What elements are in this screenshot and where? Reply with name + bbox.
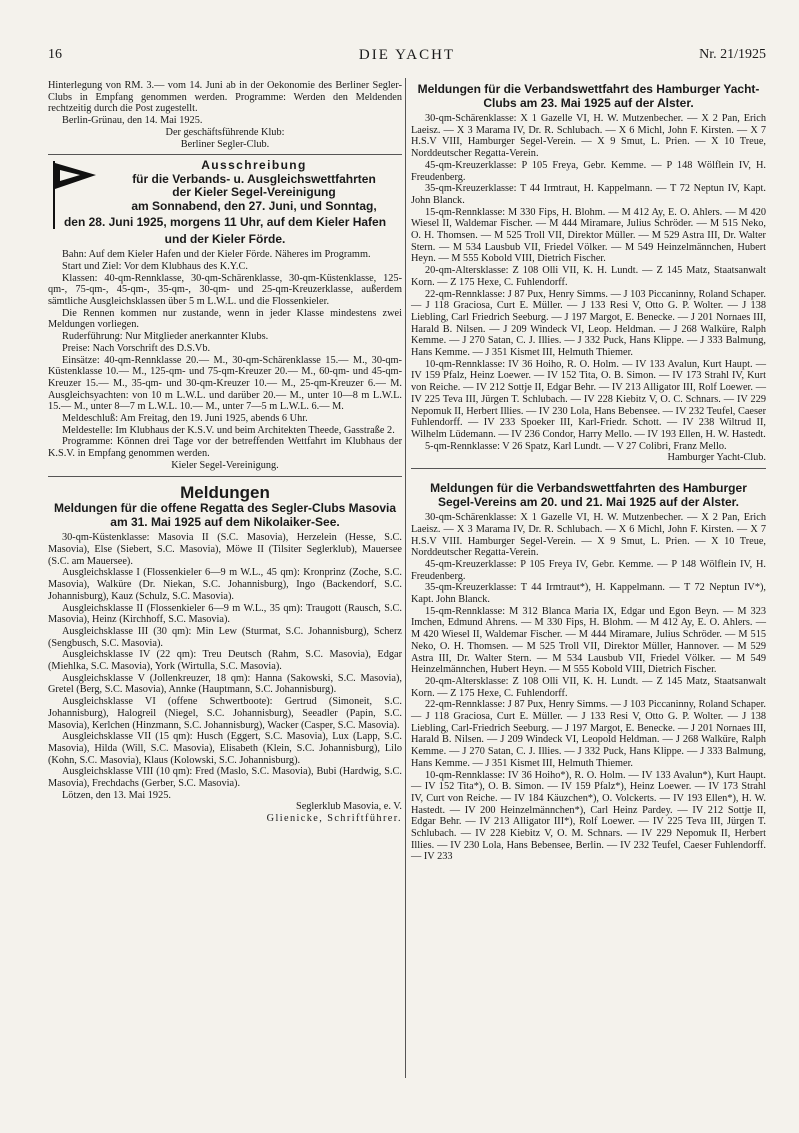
hsv-entry-45-kreuzer: 45-qm-Kreuzerklasse: P 105 Freya IV, Gebr. Kemme. — P 148 Wölflein IV, H. Freudenberg.: [411, 558, 766, 582]
ausschreibung-programme: Programme: Können drei Tage vor der betreffenden Wettfahrt im Klubhaus der K.S.V. in Empfang genommen werden.: [48, 436, 402, 460]
divider: [48, 476, 402, 477]
hsv-entry-35-kreuzer: 35-qm-Kreuzerklasse: T 44 Irmtraut*), H. Kappelmann. — T 72 Neptun IV*), Kapt. John Blanck.: [411, 582, 766, 606]
meldungen-signature: Glienicke, Schriftführer.: [266, 813, 402, 825]
notice-signature-2: Berliner Segler-Club.: [180, 138, 270, 150]
ausschreibung-klassen: Klassen: 40-qm-Rennklasse, 30-qm-Schärenklasse, 30-qm-Küstenklasse, 125-qm-, 75-qm-, 45-qm-, 35-qm-, 30-qm- und 25-qm-Kreuzerklasse, außerdem sämtliche Ausgleichsklassen über 5 m L.W.L. und die Flossenkieler.: [48, 272, 402, 308]
entry-ausgleich-3: Ausgleichsklasse III (30 qm): Min Lew (Sturmat, S.C. Johannisburg), Scherz (Sengbusch, S.C. Masovia).: [48, 625, 402, 649]
notice-text: Hinterlegung von RM. 3.— vom 14. Juni ab in der Oekonomie des Berliner Segler-Clubs in Empfang genommen werden. Programme: Werden den Meldenden rechtzeitig durch die Post zugestellt.: [48, 80, 402, 115]
ausschreibung-einsaetze: Einsätze: 40-qm-Rennklasse 20.— M., 30-qm-Schärenklasse 15.— M., 30-qm-Küstenklasse 10.— M., 125-qm- und 75-qm-Kreuzer 20.— M., 60-qm- und 45-qm-Kreuzer 15.— M., 35-qm- und 30-qm-Kreuzer 10.— M., 25-qm-Kreuzer 6.— M. Ausgleichsyachten: von 10 m L.W.L. und darüber 20.— M., unter 10—8 m L.W.L. 15.— M., unter 8—7 m L.W.L. 10.— M., unter 7—5 m L.W.L. 6.— M.: [48, 354, 402, 413]
entry-ausgleich-8: Ausgleichsklasse VIII (10 qm): Fred (Maslo, S.C. Masovia), Bubi (Hardwig, S.C. Masovia), Frechdachs (Gerber, S.C. Masovia).: [48, 766, 402, 790]
ausschreibung-signature: Kieler Segel-Vereinigung.: [171, 459, 279, 471]
ausschreibung-rennen: Die Rennen kommen nur zustande, wenn in jeder Klasse mindestens zwei Meldungen vorliegen.: [48, 307, 402, 331]
page-header: [48, 47, 766, 67]
ausschreibung-bahn: Bahn: Auf dem Kieler Hafen und der Kieler Förde. Näheres im Programm.: [62, 249, 371, 261]
ausschreibung-heading: [48, 159, 402, 213]
meldungen-subtitle: Meldungen für die offene Regatta des Segler-Clubs Masovia am 31. Mai 1925 auf dem Nikolaiker-See.: [53, 501, 397, 529]
meldungen-masovia: [48, 482, 402, 825]
divider: [48, 154, 402, 155]
entry-ausgleich-1: Ausgleichsklasse I (Flossenkieler 6—9 m W.L., 45 qm): Kronprinz (Zoche, S.C. Masovia), Walküre (Dr. Niekan, S.C. Johannisburg), Ingo (Backendorf, S.C. Johannisburg), Kauz (Schulz, S.C. Masovia).: [48, 567, 402, 602]
meldungen-date: Lötzen, den 13. Mai 1925.: [62, 789, 171, 801]
hsv-entry-schaeren: 30-qm-Schärenklasse: X 1 Gazelle VI, H. W. Mutzenbecher. — X 2 Pan, Erich Laeisz. — X 3 Marama IV, Dr. R. Schlubach. — X 6 Michl, John F. Kirsten. — X 7 H.S.V VIII. Hamburger Segel-Verein. — X 9 Smut, L. Prien. — X 10 Treue, Norddeutscher Regatta-Verein.: [411, 512, 766, 559]
hsv-entry-20-alters: 20-qm-Altersklasse: Z 108 Olli VII, K. H. Lundt. — Z 145 Matz, Staatsanwalt Korn. — Z 175 Hexe, C. Fuhlendorff.: [411, 675, 766, 699]
ausschreibung-meldestelle: Meldestelle: Im Klubhaus der K.S.V. und beim Architekten Theede, Gasstraße 2.: [62, 424, 395, 436]
meldungen-title: Meldungen: [180, 482, 270, 502]
divider: [411, 468, 766, 469]
hsv-entry-15-renn: 15-qm-Rennklasse: M 312 Blanca Maria IX, Edgar und Egon Beyn. — M 323 Imchen, Edmund Ahrens. — M 330 Fips, H. Blohm. — M 412 Ay, E. O. Ahlers. — M 420 Wiesel II, Waldemar Fischer. — M 444 Miramare, Julius Schröder. — M 515 Neko, O. H. Thomsen. — M 525 Troll VII, Direktor Müller, Hannover. — M 529 Astra III, Dr. Walter Stern. — M 534 Lausbub VII, Friedel Völker. — M 549 Heinzelmännchen, Hubert Heyn. — M 555 Kobold VIII, Dietrich Fischer.: [411, 605, 766, 676]
hyc-entry-10-renn: 10-qm-Rennklasse: IV 36 Hoiho, R. O. Holm. — IV 133 Avalun, Kurt Haupt. — IV 159 Pfalz, Heinz Loewer. — IV 152 Tita, O. B. Simon. — IV 173 Strahl IV, Kurt von Reiche. — IV 212 Sottje II, Edgar Behr. — IV 213 Alligator III, Rolf Loewer. — IV 225 Teva III, Jürgen T. Schlubach. — IV 228 Kiebitz V, O. C. Schnars. — IV 229 Nepomuk II, Herbert Illies. — IV 230 Lola, Hans Bebensee. — IV 232 Teufel, Caeser Fuhlendorff. — IV 233 Spoeker III, Karl-Friedr. Schott. — IV 238 Wiltrud II, Wilhelm Lüdemann. — IV 236 Condor, Harry Mello. — IV 193 Ellen, H. W. Hastedt.: [411, 358, 766, 440]
page-number: 16: [48, 47, 62, 62]
hyc-entry-35-kreuzer: 35-qm-Kreuzerklasse: T 44 Irmtraut, H. Kappelmann. — T 72 Neptun IV, Kapt. John Blanck.: [411, 183, 766, 206]
entry-ausgleich-4: Ausgleichsklasse IV (22 qm): Treu Deutsch (Rahm, S.C. Masovia), Edgar (Miehlka, S.C. Masovia), York (Wirtulla, S.C. Masovia).: [48, 649, 402, 673]
hyc-entry-45-kreuzer: 45-qm-Kreuzerklasse: P 105 Freya, Gebr. Kemme. — P 148 Wölflein IV, H. Freudenberg.: [411, 159, 766, 183]
ausschreibung-h6: und der Kieler Förde.: [164, 231, 286, 246]
entry-ausgleich-6: Ausgleichsklasse VI (offene Schwertboote): Gertrud (Simoneit, S.C. Johannisburg), Halogreil (Niegel, S.C. Johannisburg), Seeadler (Papin, S.C. Masovia), Kerlchen (Hinzmann, S.C. Johannisburg), Wacker (Casper, S.C. Masovia).: [48, 696, 402, 731]
hsv-entry-22-renn: 22-qm-Rennklasse: J 87 Pux, Henry Simms. — J 103 Piccaninny, Roland Schaper. — J 118 Graciosa, Curt E. Müller. — J 133 Resi V, Otto G. P. Wolter. — J 138 Liebling, Carl-Friedrich Seeburg. — J 197 Margot, E. Benecke. — J 201 Nornaes III, Harald B. Nilsen. — J 209 Windeck VI, Leopold Heldman. — J 268 Walküre, Ralph Kemme. — J 270 Satan, C. J. Illies. — J 332 Puck, Hans Klippe. — J 333 Balmung, Hans Kemme. — J 351 Kismet III, Helmuth Thiemer.: [411, 699, 766, 769]
hsv-title: Meldungen für die Verbandswettfahrten des Hamburger Segel-Vereins am 20. und 21. Mai 1925 auf der Alster.: [430, 481, 747, 509]
notice-signature-1: Der geschäftsführende Klub:: [165, 126, 285, 138]
hyc-signature: Hamburger Yacht-Club.: [667, 452, 766, 464]
meldungen-club: Seglerklub Masovia, e. V.: [295, 801, 402, 813]
ausschreibung-h4: am Sonnabend, den 27. Juni, und Sonntag,: [131, 198, 377, 213]
right-column: [411, 80, 766, 863]
entry-ausgleich-2: Ausgleichsklasse II (Flossenkieler 6—9 m W.L., 35 qm): Traugott (Rausch, S.C. Masovia), Heinz (Kirchhoff, S.C. Masovia).: [48, 602, 402, 626]
ausschreibung-h3: der Kieler Segel-Vereinigung: [172, 185, 336, 200]
ausschreibung-h5: den 28. Juni 1925, morgens 11 Uhr, auf dem Kieler Hafen: [63, 215, 387, 230]
berlin-notice: [48, 80, 402, 150]
entry-kuestenklasse: 30-qm-Küstenklasse: Masovia II (S.C. Masovia), Herzelein (Hesse, S.C. Masovia), Else (Siebert, S.C. Masovia), Möwe II (Tilsiter Seglerklub), Mauersee (S.C. am Mauersee).: [48, 532, 402, 567]
ausschreibung-preise: Preise: Nach Vorschrift des D.S.Vb.: [62, 342, 211, 354]
magazine-title: DIE YACHT: [358, 47, 456, 63]
ausschreibung-meldeschluss: Meldeschluß: Am Freitag, den 19. Juni 1925, abends 6 Uhr.: [62, 413, 308, 425]
ausschreibung-start: Start und Ziel: Vor dem Klubhaus des K.Y.C.: [62, 260, 248, 272]
entry-ausgleich-7: Ausgleichsklasse VII (15 qm): Husch (Eggert, S.C. Masovia), Lux (Lapp, S.C. Masovia), Hilda (Will, S.C. Masovia), Elisabeth (Klein, S.C. Johannisburg), Lilo (Kohn, S.C. Masovia), Klaus (Kolowski, S.C. Johannisburg).: [48, 731, 402, 766]
hyc-entry-22-renn: 22-qm-Rennklasse: J 87 Pux, Henry Simms. — J 103 Piccaninny, Roland Schaper. — J 118 Graciosa, Curt E. Müller. — J 133 Resi V, Otto G. P. Wolter. — J 138 Liebling, Carl Friedrich Seeburg. — J 197 Margot, E. Benecke. — J 201 Nornaes III, Harald B. Nilsen. — J 209 Windeck VI, Leop. Heldman. — J 268 Walküre, Ralph Kemme. — J 270 Satan, C. J. Illies. — J 332 Puck, Hans Klippe. — J 333 Balmung, Hans Kemme. — J 351 Kismet III, Helmuth Thiemer.: [411, 288, 766, 359]
hyc-entry-15-renn: 15-qm-Rennklasse: M 330 Fips, H. Blohm. — M 412 Ay, E. O. Ahlers. — M 420 Wiesel II, Waldemar Fischer. — M 444 Miramare, Julius Schröder. — M 515 Neko, O. H. Thomsen. — M 525 Troll VII, Direktor Müller. — M 529 Astra III, Dr. Walter Stern. — M 534 Lausbub VII, Friedel Völker. — M 549 Heinzelmännchen, Hubert Heyn. — M 555 Kobold VIII, Dietrich Fischer.: [411, 206, 766, 265]
left-column: [48, 80, 402, 825]
issue-number: Nr. 21/1925: [699, 47, 766, 62]
entry-ausgleich-5: Ausgleichsklasse V (Jollenkreuzer, 18 qm): Hanna (Sakowski, S.C. Masovia), Gretel (Berg, S.C. Masovia), Annke (Hauptmann, S.C. Johannisburg).: [48, 672, 402, 696]
ausschreibung-h2: für die Verbands- u. Ausgleichswettfahrten: [132, 171, 376, 186]
hyc-entry-5-renn: 5-qm-Rennklasse: V 26 Spatz, Karl Lundt. — V 27 Colibri, Franz Mello.: [425, 440, 727, 452]
hyc-title: Meldungen für die Verbandswettfahrt des Hamburger Yacht-Clubs am 23. Mai 1925 auf der Alster.: [417, 82, 760, 110]
pennant-icon: [50, 159, 98, 231]
notice-date: Berlin-Grünau, den 14. Mai 1925.: [62, 115, 203, 127]
hsv-entry-10-renn: 10-qm-Rennklasse: IV 36 Hoiho*), R. O. Holm. — IV 133 Avalun*), Kurt Haupt. — IV 152 Tita*), O. B. Simon. — IV 159 Pfalz*), Heinz Loewer. — IV 173 Strahl IV, Curt von Reiche. — IV 184 Käuzchen*), O. Volckerts. — IV 193 Ellen*), H. W. Hastedt. — IV 200 Heinzelmännchen*), Carl Heinz Pardey. — IV 212 Sottje II, Edgar Behr. — IV 213 Alligator III*), Rolf Loewer. — IV 225 Teva III, Jürgen T. Schlubach. — IV 228 Kiebitz V, O. M. Schnars. — IV 229 Nepomuk II, Herbert Illies. — IV 230 Lola, Hans Bebensee, Berlin. — IV 232 Teufel, Caeser Fuhlendorff. — IV 233: [411, 769, 766, 863]
hyc-entry-20-alters: 20-qm-Altersklasse: Z 108 Olli VII, K. H. Lundt. — Z 145 Matz, Staatsanwalt Korn. — Z 175 Hexe, C. Fuhlendorff.: [411, 265, 766, 288]
ausschreibung-ruder: Ruderführung: Nur Mitglieder anerkannter Klubs.: [62, 331, 269, 343]
hyc-section: [411, 83, 766, 464]
hsv-section: [411, 482, 766, 863]
column-divider: [405, 78, 406, 1078]
ausschreibung-section: [48, 159, 402, 471]
ausschreibung-h1: Ausschreibung: [201, 158, 307, 173]
hyc-entry-schaeren: 30-qm-Schärenklasse: X 1 Gazelle VI, H. W. Mutzenbecher. — X 2 Pan, Erich Laeisz. — X 3 Marama IV, Dr. R. Schlubach. — X 6 Michl, John F. Kirsten. — X 7 H.S.V VIII, Hamburger Segel-Verein. — X 9 Smut, L. Prien. — X 10 Treue, Norddeutscher Regatta-Verein.: [411, 113, 766, 160]
